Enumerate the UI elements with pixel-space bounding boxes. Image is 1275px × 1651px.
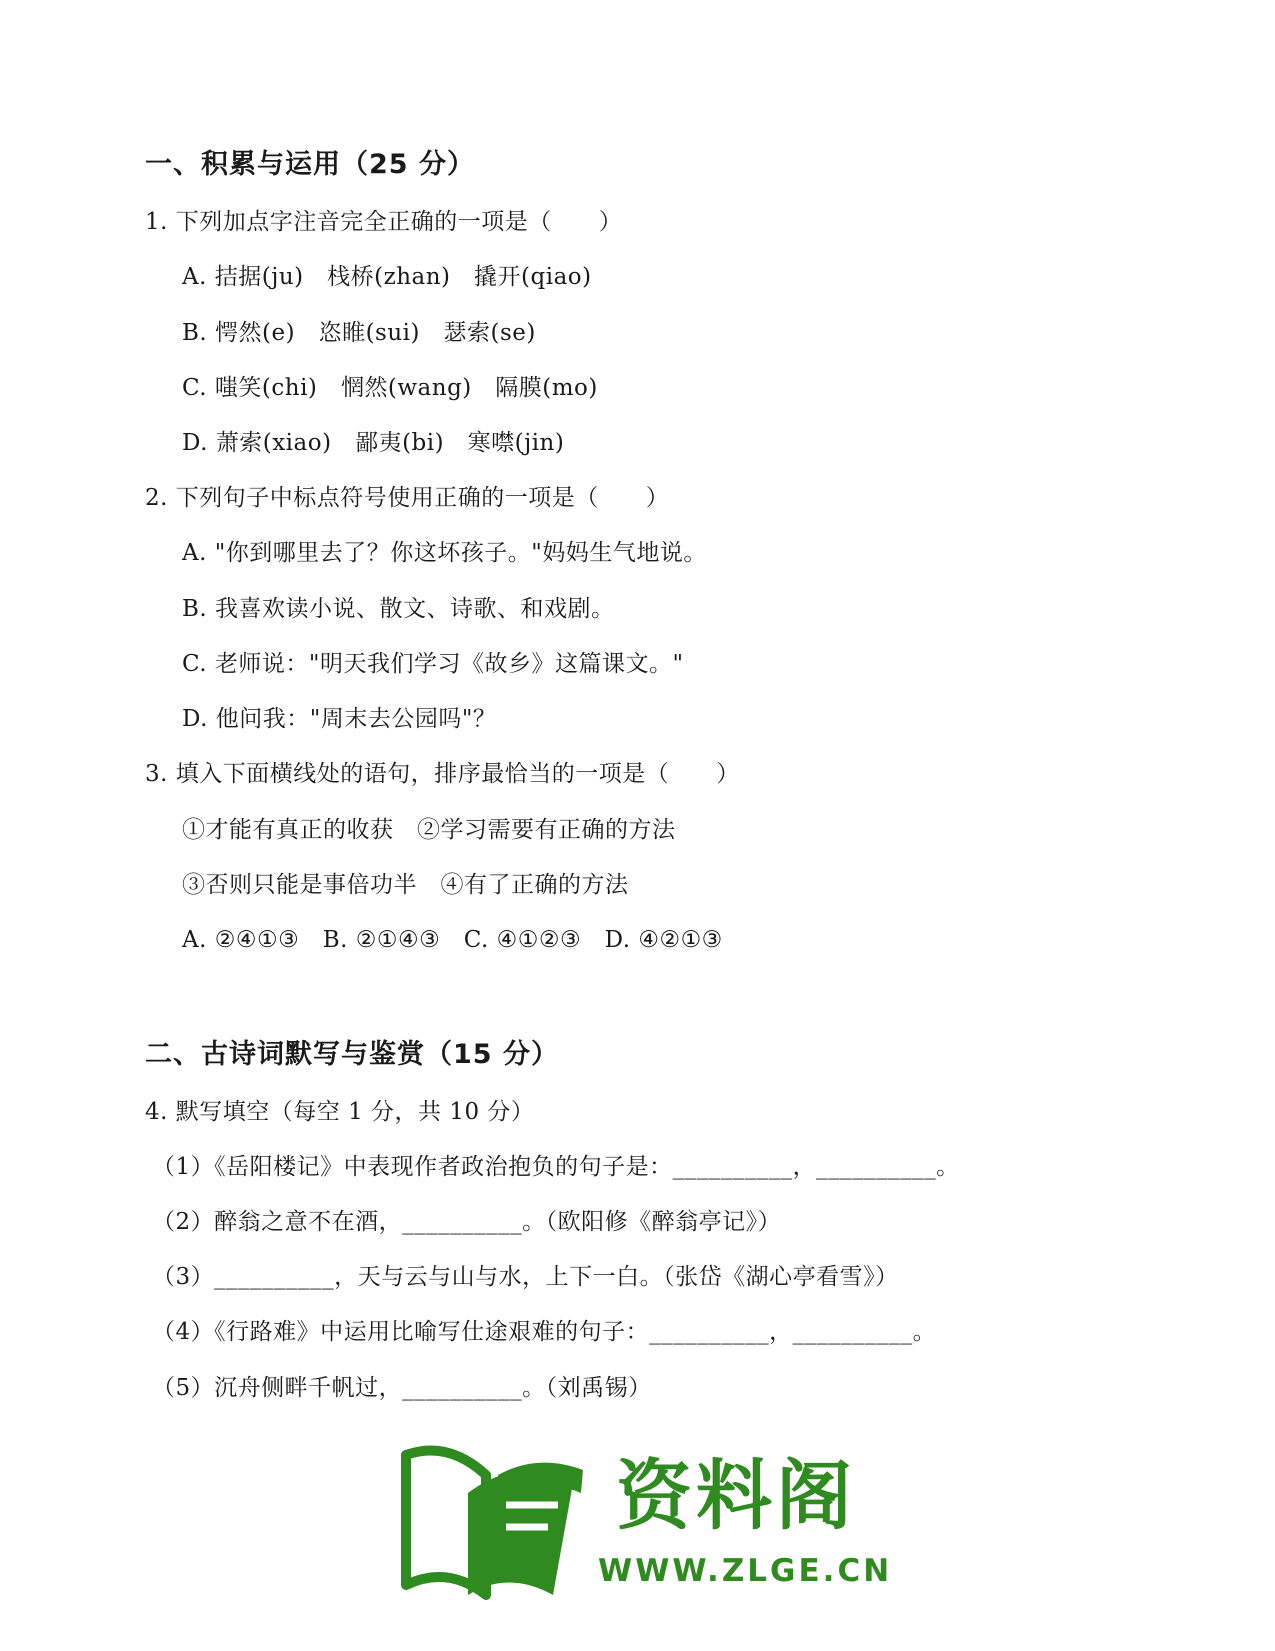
question-3-item-line-2: ③否则只能是事倍功半 ④有了正确的方法 [182, 872, 629, 898]
question-3-answers: A. ②④①③ B. ②①④③ C. ④①②③ D. ④②①③ [182, 927, 723, 953]
question-4-item-3: （3）__________，天与云与山与水，上下一白。（张岱《湖心亭看雪》） [152, 1264, 899, 1290]
question-1-option-d: D. 萧索(xiao) 鄙夷(bi) 寒噤(jin) [182, 430, 565, 456]
section-heading-1: 一、积累与运用（25 分） [145, 149, 475, 180]
open-book-icon [398, 1435, 598, 1605]
question-4-stem: 4. 默写填空（每空 1 分，共 10 分） [145, 1099, 535, 1125]
question-2-stem: 2. 下列句子中标点符号使用正确的一项是（ ） [145, 485, 670, 511]
question-4-item-1: （1）《岳阳楼记》中表现作者政治抱负的句子是：__________，__________。 [152, 1154, 960, 1180]
question-1-stem: 1. 下列加点字注音完全正确的一项是（ ） [145, 209, 623, 235]
watermark [398, 1435, 893, 1610]
question-4-item-4: （4）《行路难》中运用比喻写仕途艰难的句子：__________，__________。 [152, 1319, 937, 1345]
question-4-item-2: （2）醉翁之意不在酒，__________。（欧阳修《醉翁亭记》） [152, 1209, 782, 1235]
watermark-title: 资料阁 [616, 1451, 856, 1540]
question-3-item-line-1: ①才能有真正的收获 ②学习需要有正确的方法 [182, 817, 676, 843]
watermark-url: WWW.ZLGE.CN [598, 1553, 893, 1589]
question-1-option-b: B. 愕然(e) 恣睢(sui) 瑟索(se) [182, 320, 536, 346]
question-1-option-a: A. 拮据(ju) 栈桥(zhan) 撬开(qiao) [182, 264, 592, 290]
question-2-option-a: A. "你到哪里去了？你这坏孩子。"妈妈生气地说。 [182, 540, 707, 566]
question-2-option-d: D. 他问我："周末去公园吗"？ [182, 706, 497, 732]
section-heading-2: 二、古诗词默写与鉴赏（15 分） [145, 1039, 559, 1070]
question-2-option-c: C. 老师说："明天我们学习《故乡》这篇课文。" [182, 651, 684, 677]
question-4-item-5: （5）沉舟侧畔千帆过，__________。（刘禹锡） [152, 1375, 652, 1401]
question-2-option-b: B. 我喜欢读小说、散文、诗歌、和戏剧。 [182, 596, 615, 622]
question-1-option-c: C. 嗤笑(chi) 惘然(wang) 隔膜(mo) [182, 375, 598, 401]
question-3-stem: 3. 填入下面横线处的语句，排序最恰当的一项是（ ） [145, 761, 740, 787]
